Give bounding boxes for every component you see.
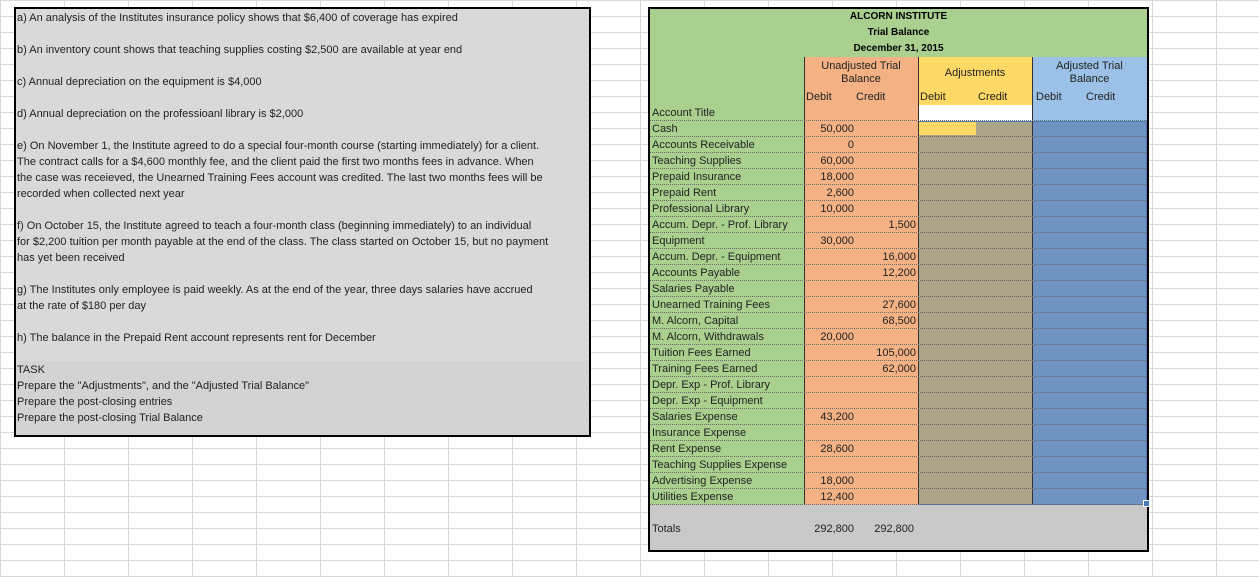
unadjusted-debit-cell[interactable]: 18,000 <box>820 171 854 183</box>
fill-handle[interactable] <box>1143 500 1150 507</box>
instruction-line[interactable]: recorded when collected next year <box>17 188 185 200</box>
row-separator <box>650 264 1147 266</box>
unadjusted-credit-cell[interactable] <box>854 425 916 441</box>
unadjusted-credit-cell[interactable] <box>854 153 916 169</box>
unadjusted-credit-cell[interactable] <box>854 473 916 489</box>
instruction-line[interactable]: h) The balance in the Prepaid Rent account represents rent for December <box>17 332 376 344</box>
instruction-line[interactable]: a) An analysis of the Institutes insurance policy shows that $6,400 of coverage has expired <box>17 12 458 24</box>
unadjusted-credit-cell[interactable]: 1,500 <box>888 219 916 231</box>
adjustments-subheader <box>918 89 1032 105</box>
unadjusted-debit-cell[interactable] <box>804 377 854 393</box>
account-name[interactable]: Salaries Expense <box>652 411 738 423</box>
account-name[interactable]: Accum. Depr. - Equipment <box>652 251 781 263</box>
unadjusted-credit-cell[interactable] <box>854 441 916 457</box>
unadjusted-credit-cell[interactable] <box>854 457 916 473</box>
unadjusted-debit-cell[interactable] <box>804 249 854 265</box>
row-separator <box>650 120 1147 122</box>
account-name[interactable]: Advertising Expense <box>652 475 753 487</box>
unadjusted-credit-cell[interactable] <box>854 201 916 217</box>
account-name[interactable]: Training Fees Earned <box>652 363 758 375</box>
account-name[interactable]: Cash <box>652 123 678 135</box>
totals-label[interactable]: Totals <box>652 523 681 535</box>
instruction-line[interactable]: the case was receieved, the Unearned Training Fees account was credited. The last two months fees will be <box>17 172 543 184</box>
instruction-line[interactable]: has yet been received <box>17 252 125 264</box>
account-title-header[interactable]: Account Title <box>652 107 715 119</box>
unadjusted-credit-cell[interactable] <box>854 409 916 425</box>
row-separator <box>650 136 1147 138</box>
row-separator <box>650 200 1147 202</box>
unadjusted-credit-cell[interactable] <box>854 281 916 297</box>
unadjusted-credit-cell[interactable] <box>854 377 916 393</box>
adjusted-blank-cell <box>1032 105 1147 121</box>
unadjusted-credit-cell[interactable]: 27,600 <box>882 299 916 311</box>
company-name[interactable]: ALCORN INSTITUTE <box>849 11 948 22</box>
unadjusted-credit-cell[interactable] <box>854 393 916 409</box>
unadjusted-credit-cell[interactable]: 16,000 <box>882 251 916 263</box>
row-separator <box>650 392 1147 394</box>
adjusted-debit-label[interactable]: Debit <box>1036 91 1062 103</box>
row-separator <box>650 424 1147 426</box>
account-name[interactable]: Depr. Exp - Prof. Library <box>652 379 770 391</box>
account-column-header-fill <box>650 57 804 105</box>
account-name[interactable]: Unearned Training Fees <box>652 299 771 311</box>
instruction-line[interactable]: d) Annual depreciation on the professioanl library is $2,000 <box>17 108 304 120</box>
unadjusted-credit-cell[interactable] <box>854 137 916 153</box>
unadjusted-debit-cell[interactable]: 12,400 <box>820 491 854 503</box>
unadjusted-debit-cell[interactable]: 60,000 <box>820 155 854 167</box>
account-name[interactable]: Professional Library <box>652 203 750 215</box>
report-date[interactable]: December 31, 2015 <box>853 43 944 54</box>
instruction-line[interactable]: g) The Institutes only employee is paid weekly. As at the end of the year, three days salaries have accrued <box>17 284 533 296</box>
instruction-line[interactable]: f) On October 15, the Institute agreed to teach a four-month class (beginning immediately) to an individual <box>17 220 532 232</box>
unadjusted-header[interactable]: Unadjusted Trial Balance <box>804 57 918 89</box>
row-separator <box>650 488 1147 490</box>
row-separator <box>650 216 1147 218</box>
account-name[interactable]: M. Alcorn, Capital <box>652 315 739 327</box>
unadjusted-debit-cell[interactable]: 10,000 <box>820 203 854 215</box>
account-name[interactable]: Salaries Payable <box>652 283 735 295</box>
adjustments-debit-label[interactable]: Debit <box>920 91 946 103</box>
unadjusted-debit-cell[interactable] <box>804 217 854 233</box>
row-separator <box>650 408 1147 410</box>
row-separator <box>650 152 1147 154</box>
row-separator <box>650 344 1147 346</box>
instruction-line[interactable]: at the rate of $180 per day <box>17 300 147 312</box>
unadjusted-debit-label[interactable]: Debit <box>806 91 832 103</box>
instruction-line[interactable]: c) Annual depreciation on the equipment is $4,000 <box>17 76 262 88</box>
unadjusted-credit-cell[interactable] <box>854 489 916 505</box>
row-separator <box>650 280 1147 282</box>
task-heading[interactable]: TASK <box>17 364 45 376</box>
row-separator <box>650 472 1147 474</box>
unadjusted-debit-cell[interactable] <box>804 297 854 313</box>
account-name[interactable]: Tuition Fees Earned <box>652 347 751 359</box>
unadjusted-credit-cell[interactable]: 62,000 <box>882 363 916 375</box>
unadjusted-subheader <box>804 89 918 105</box>
adjustments-credit-label[interactable]: Credit <box>978 91 1008 103</box>
account-name[interactable]: M. Alcorn, Withdrawals <box>652 331 764 343</box>
adjustments-header[interactable]: Adjustments <box>918 57 1032 89</box>
unadjusted-debit-cell[interactable]: 20,000 <box>820 331 854 343</box>
adjusted-credit-label[interactable]: Credit <box>1086 91 1116 103</box>
unadjusted-debit-cell[interactable]: 0 <box>847 139 854 151</box>
unadjusted-debit-cell[interactable] <box>804 313 854 329</box>
account-name[interactable]: Accounts Payable <box>652 267 741 279</box>
unadjusted-debit-cell[interactable] <box>804 393 854 409</box>
row-separator <box>650 328 1147 330</box>
total-credit[interactable]: 292,800 <box>874 523 914 535</box>
instructions-panel <box>14 7 591 437</box>
account-name[interactable]: Insurance Expense <box>652 427 747 439</box>
instruction-line[interactable]: The contract calls for a $4,600 monthly fee, and the client paid the first two months fees in advance. When <box>17 156 534 168</box>
row-separator <box>650 376 1147 378</box>
unadjusted-debit-cell[interactable] <box>804 265 854 281</box>
unadjusted-debit-cell[interactable] <box>804 361 854 377</box>
instruction-line[interactable]: e) On November 1, the Institute agreed to do a special four-month course (starting immediately) for a client. <box>17 140 540 152</box>
unadjusted-credit-cell[interactable] <box>854 185 916 201</box>
instruction-line[interactable]: for $2,200 tuition per month payable at the end of the class. The class started on October 15, but no payment <box>17 236 549 248</box>
report-title[interactable]: Trial Balance <box>867 27 930 38</box>
unadjusted-debit-cell[interactable] <box>804 457 854 473</box>
unadjusted-debit-cell[interactable] <box>804 345 854 361</box>
unadjusted-credit-cell[interactable] <box>854 329 916 345</box>
adjusted-header[interactable]: Adjusted Trial Balance <box>1032 57 1147 89</box>
unadjusted-debit-cell[interactable] <box>804 281 854 297</box>
unadjusted-credit-cell[interactable] <box>854 121 916 137</box>
unadjusted-debit-cell[interactable]: 30,000 <box>820 235 854 247</box>
unadjusted-debit-cell[interactable]: 50,000 <box>820 123 854 135</box>
row-separator <box>650 184 1147 186</box>
unadjusted-credit-label[interactable]: Credit <box>856 91 886 103</box>
unadjusted-credit-cell[interactable]: 68,500 <box>882 315 916 327</box>
account-name[interactable]: Teaching Supplies Expense <box>652 459 788 471</box>
unadjusted-debit-cell[interactable]: 2,600 <box>826 187 854 199</box>
unadjusted-debit-cell[interactable]: 28,600 <box>820 443 854 455</box>
unadjusted-debit-cell[interactable] <box>804 425 854 441</box>
trial-balance-table <box>648 7 1149 552</box>
total-debit[interactable]: 292,800 <box>814 523 854 535</box>
row-separator <box>650 296 1147 298</box>
account-name[interactable]: Accum. Depr. - Prof. Library <box>652 219 788 231</box>
task-line[interactable]: Prepare the post-closing Trial Balance <box>17 412 203 424</box>
account-name[interactable]: Teaching Supplies <box>652 155 742 167</box>
account-name[interactable]: Depr. Exp - Equipment <box>652 395 763 407</box>
account-name[interactable]: Accounts Receivable <box>652 139 755 151</box>
unadjusted-credit-cell[interactable] <box>854 233 916 249</box>
row-separator <box>650 248 1147 250</box>
adjustments-blank-cell <box>918 105 1032 121</box>
row-separator <box>650 440 1147 442</box>
row-separator <box>650 456 1147 458</box>
task-line[interactable]: Prepare the post-closing entries <box>17 396 173 408</box>
task-line[interactable]: Prepare the "Adjustments", and the "Adjusted Trial Balance" <box>17 380 310 392</box>
row-separator <box>650 168 1147 170</box>
row-separator <box>650 360 1147 362</box>
unadjusted-credit-cell[interactable]: 12,200 <box>882 267 916 279</box>
account-name[interactable]: Rent Expense <box>652 443 722 455</box>
unadjusted-debit-cell[interactable]: 18,000 <box>820 475 854 487</box>
unadjusted-credit-cell[interactable]: 105,000 <box>876 347 916 359</box>
adjusted-subheader <box>1032 89 1147 105</box>
unadjusted-debit-cell[interactable]: 43,200 <box>820 411 854 423</box>
account-name[interactable]: Prepaid Rent <box>652 187 717 199</box>
row-separator <box>650 504 1147 506</box>
account-name[interactable]: Utilities Expense <box>652 491 734 503</box>
account-name[interactable]: Equipment <box>652 235 705 247</box>
instruction-line[interactable]: b) An inventory count shows that teaching supplies costing $2,500 are available at year end <box>17 44 463 56</box>
unadjusted-credit-cell[interactable] <box>854 169 916 185</box>
account-name[interactable]: Prepaid Insurance <box>652 171 742 183</box>
row-separator <box>650 232 1147 234</box>
row-separator <box>650 312 1147 314</box>
